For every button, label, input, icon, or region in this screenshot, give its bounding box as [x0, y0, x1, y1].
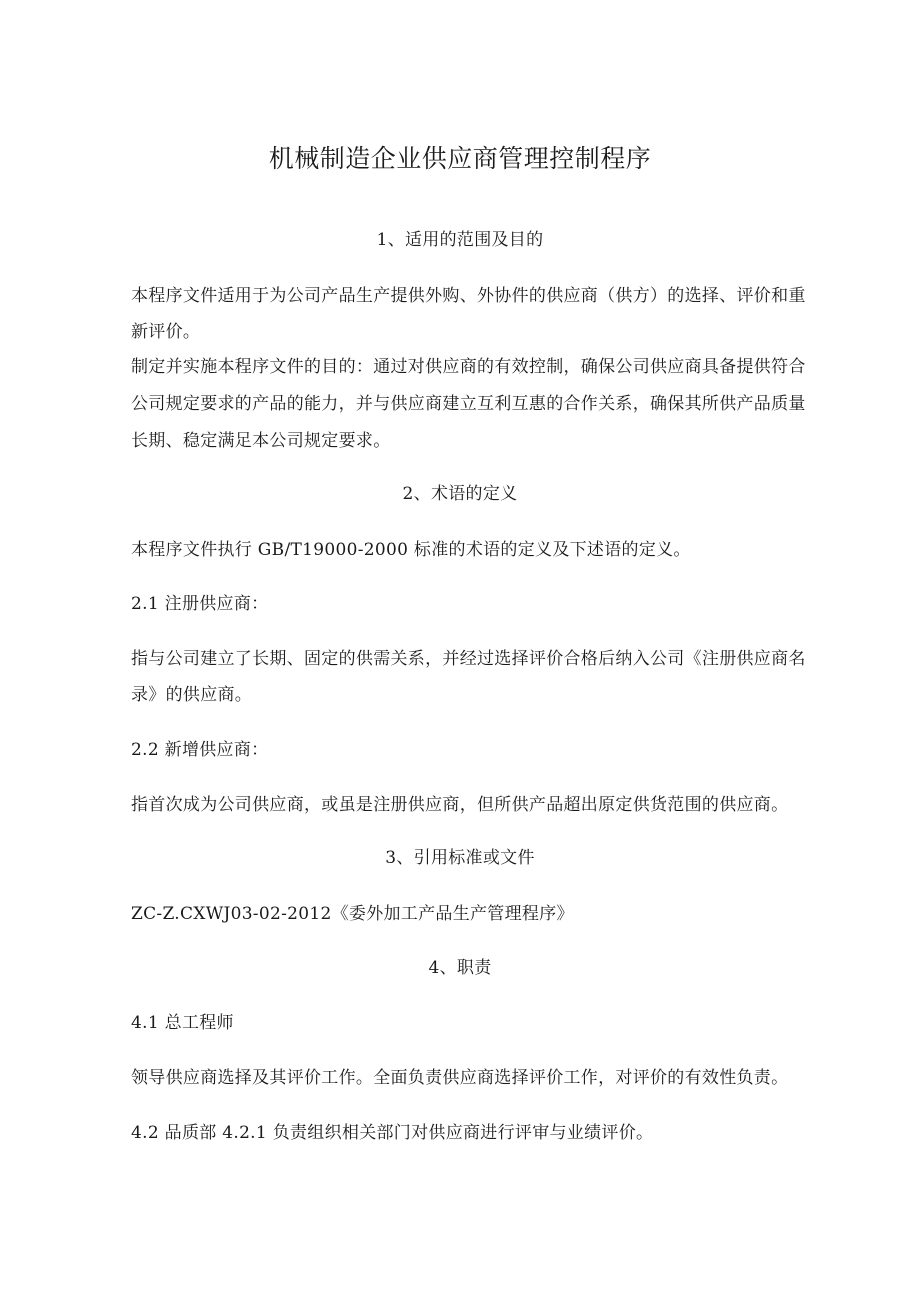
- section-heading-2: 2、术语的定义: [402, 484, 518, 504]
- paragraph-line: 长期、稳定满足本公司规定要求。: [131, 431, 391, 451]
- subsection-heading-2-1: 2.1 注册供应商：: [131, 594, 269, 614]
- subsection-heading-4-1: 4.1 总工程师: [131, 1013, 234, 1033]
- section-heading-3: 3、引用标准或文件: [385, 848, 535, 868]
- section-heading-4: 4、职责: [428, 958, 492, 978]
- paragraph-line: 4.2 品质部 4.2.1 负责组织相关部门对供应商进行评审与业绩评价。: [131, 1123, 654, 1143]
- paragraph-line: 制定并实施本程序文件的目的：通过对供应商的有效控制，确保公司供应商具备提供符合: [131, 357, 806, 377]
- paragraph-line: 本程序文件执行 GB/T19000-2000 标准的术语的定义及下述语的定义。: [131, 540, 691, 560]
- paragraph-line: 公司规定要求的产品的能力，并与供应商建立互利互惠的合作关系，确保其所供产品质量: [131, 394, 806, 414]
- paragraph-line: ZC-Z.CXWJ03-02-2012《委外加工产品生产管理程序》: [131, 904, 574, 924]
- paragraph-line: 新评价。: [131, 322, 201, 342]
- section-heading-1: 1、适用的范围及目的: [376, 230, 544, 250]
- paragraph-line: 录》的供应商。: [131, 685, 253, 705]
- paragraph-line: 领导供应商选择及其评价工作。全面负责供应商选择评价工作，对评价的有效性负责。: [131, 1068, 789, 1088]
- subsection-heading-2-2: 2.2 新增供应商：: [131, 740, 269, 760]
- document-title: 机械制造企业供应商管理控制程序: [268, 144, 652, 173]
- paragraph-line: 指与公司建立了长期、固定的供需关系，并经过选择评价合格后纳入公司《注册供应商名: [131, 649, 806, 669]
- paragraph-line: 本程序文件适用于为公司产品生产提供外购、外协件的供应商（供方）的选择、评价和重: [131, 286, 806, 306]
- paragraph-line: 指首次成为公司供应商，或虽是注册供应商，但所供产品超出原定供货范围的供应商。: [131, 795, 789, 815]
